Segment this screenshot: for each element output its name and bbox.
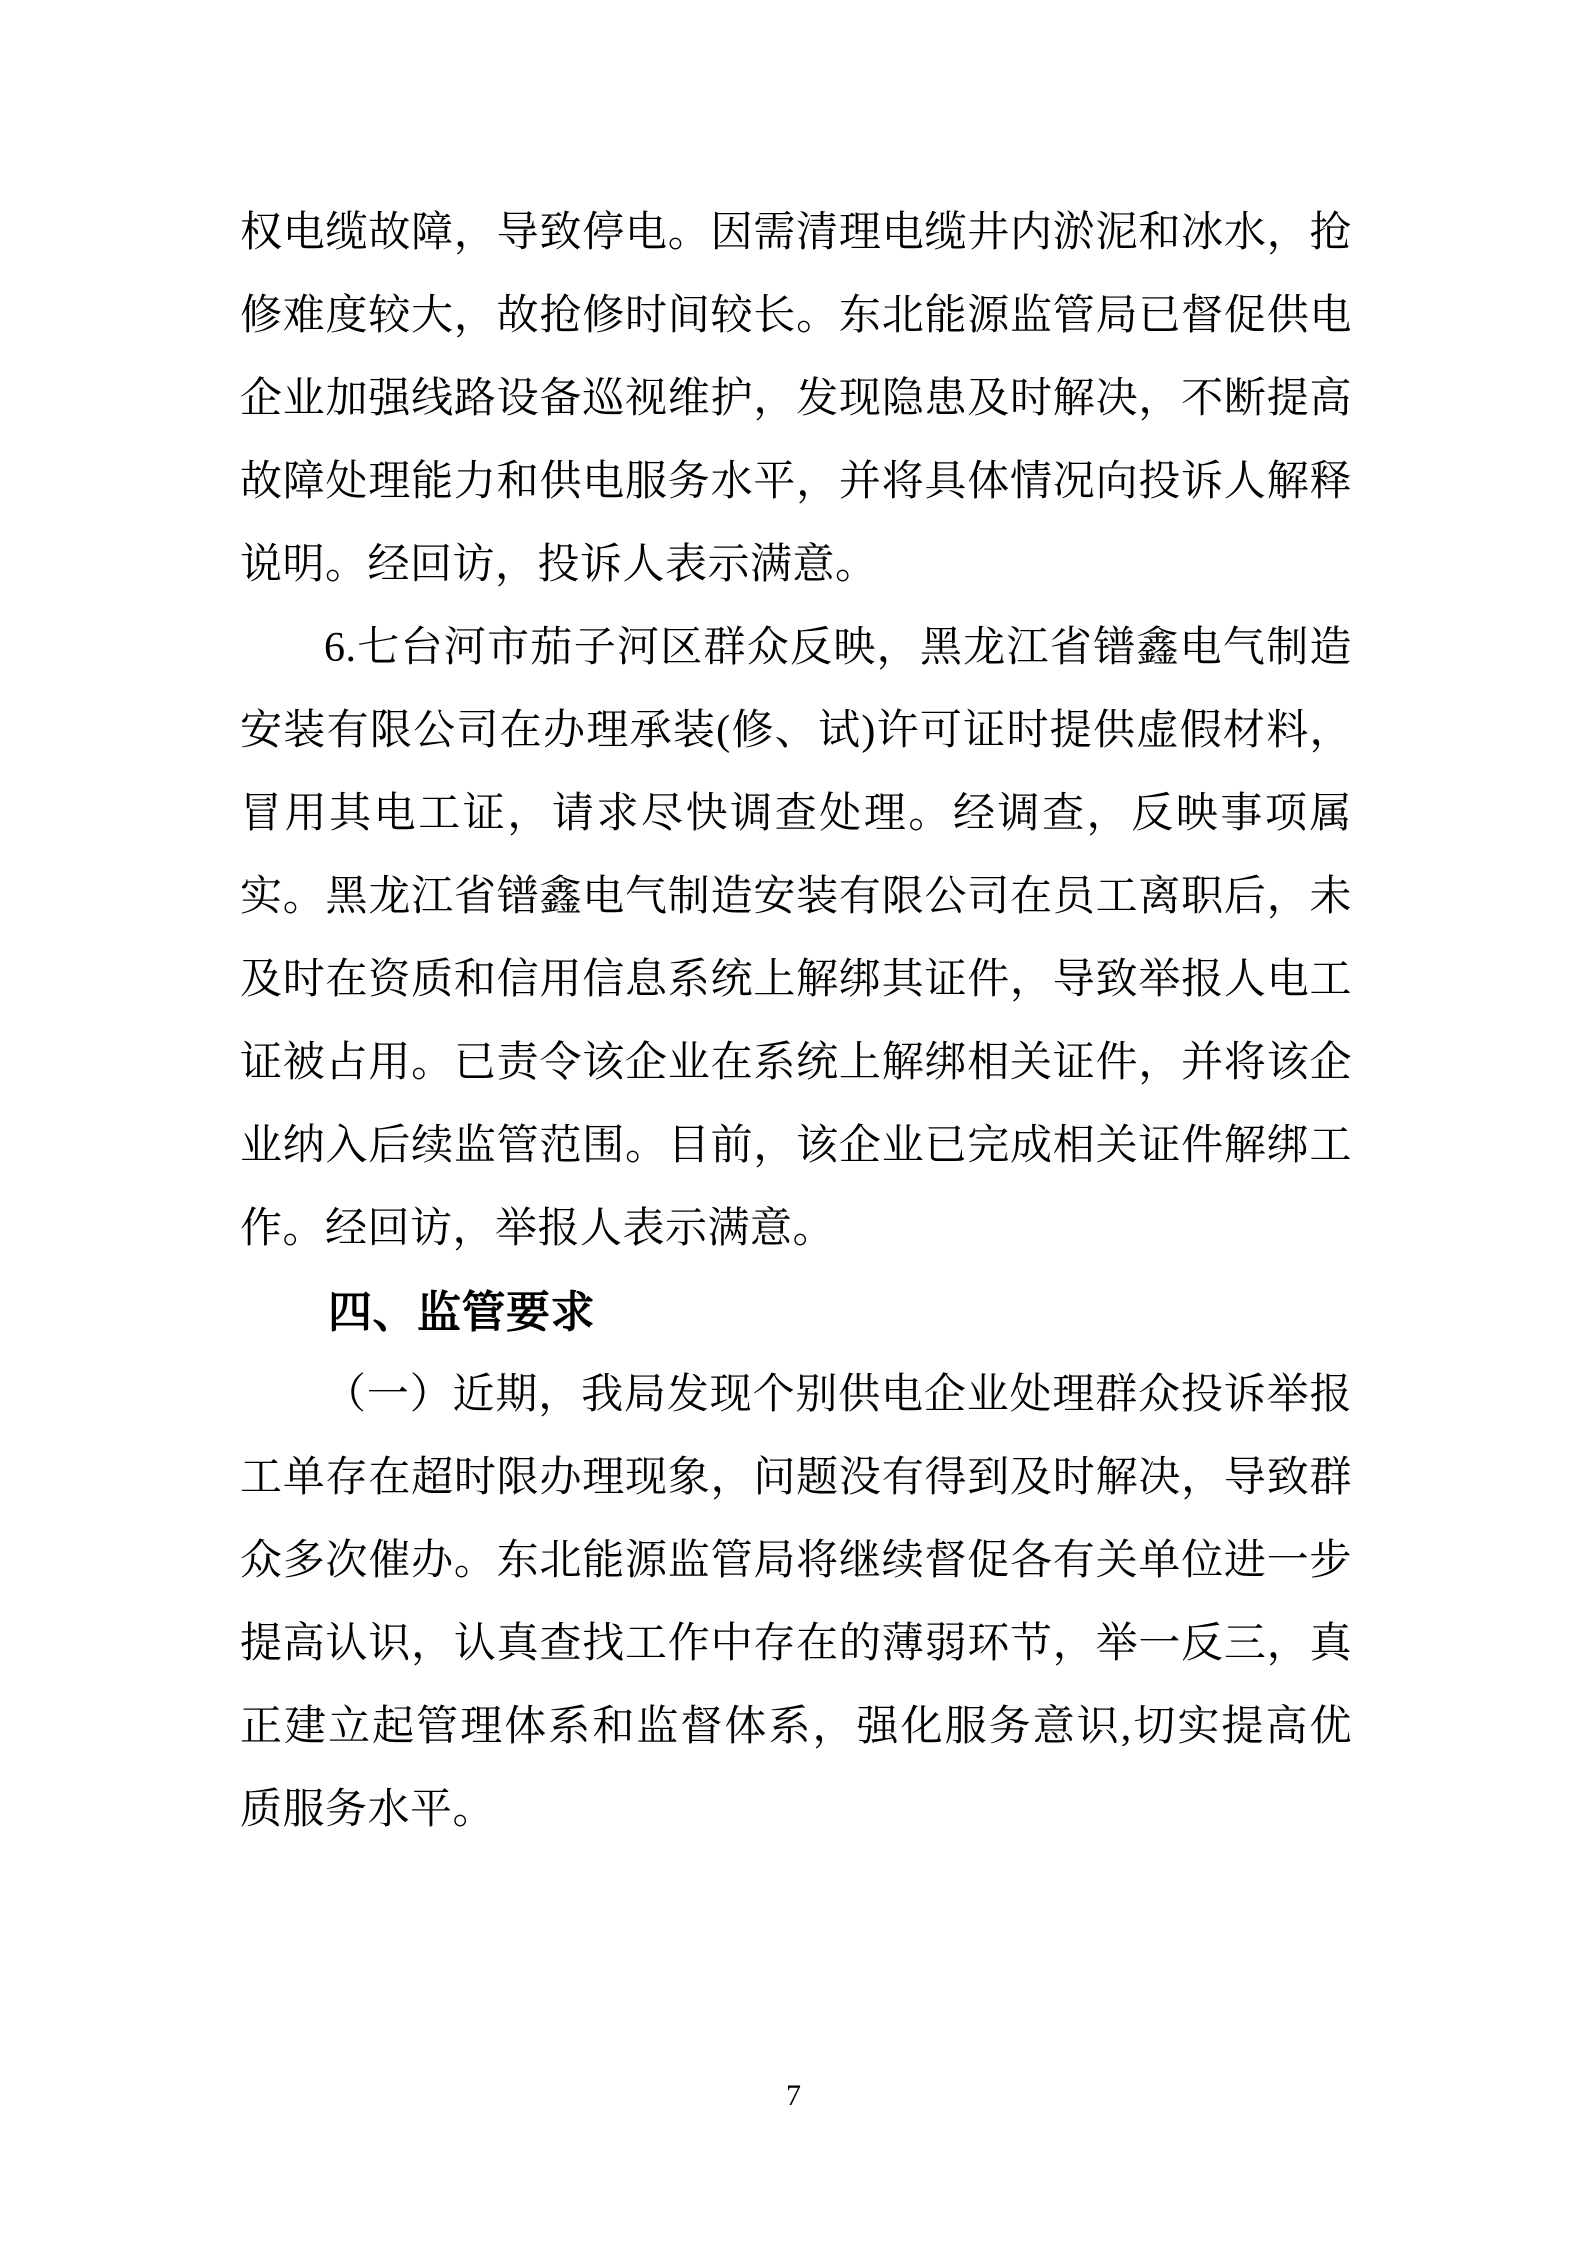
paragraph-item-6: 6.七台河市茄子河区群众反映，黑龙江省镨鑫电气制造安装有限公司在办理承装(修、试)许可证时提供虚假材料，冒用其电工证，请求尽快调查处理。经调查，反映事项属实。黑龙江省镨鑫电气制造安装有限公司在员工离职后，未及时在资质和信用信息系统上解绑其证件，导致举报人电工证被占用。已责令该企业在系统上解绑相关证件，并将该企业纳入后续监管范围。目前，该企业已完成相关证件解绑工作。经回访，举报人表示满意。 (240, 625, 1352, 1252)
paragraph-requirement-1: （一）近期，我局发现个别供电企业处理群众投诉举报工单存在超时限办理现象，问题没有得到及时解决，导致群众多次催办。东北能源监管局将继续督促各有关单位进一步提高认识，认真查找工作中存在的薄弱环节，举一反三，真正建立起管理体系和监督体系，强化服务意识,切实提高优质服务水平。 (240, 1372, 1352, 1833)
section-heading-supervision-requirements: 四、监管要求 (328, 1288, 595, 1337)
paragraph-continuation: 权电缆故障，导致停电。因需清理电缆井内淤泥和冰水，抢修难度较大，故抢修时间较长。东北能源监管局已督促供电企业加强线路设备巡视维护，发现隐患及时解决，不断提高故障处理能力和供电服务水平，并将具体情况向投诉人解释说明。经回访，投诉人表示满意。 (240, 210, 1352, 588)
document-body (240, 192, 1352, 1852)
page-number: 7 (786, 2079, 801, 2112)
